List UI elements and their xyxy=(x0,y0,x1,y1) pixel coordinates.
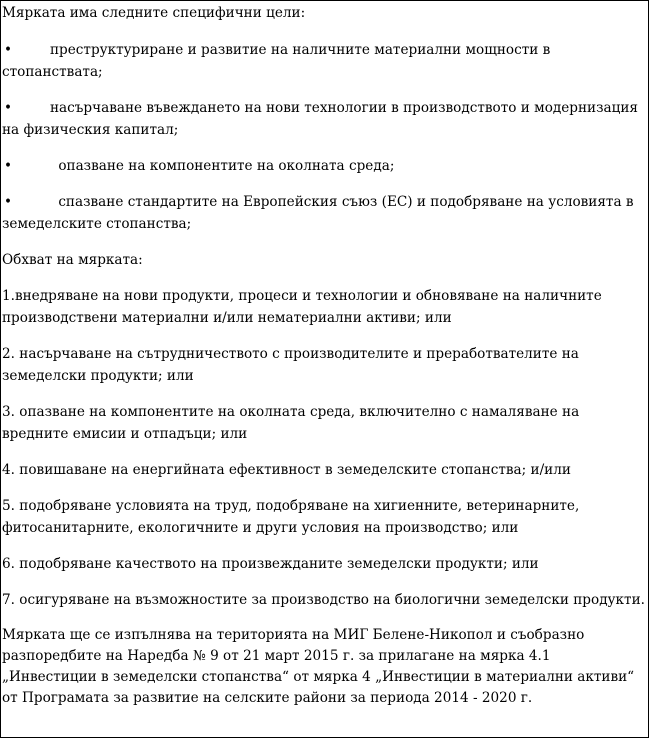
scope-item-1: 1.внедряване на нови продукти, процеси и технологии и обновяване на наличните производствени материални и/или нематериални активи; или xyxy=(2,288,602,326)
goal-text: опазване на компонентите на околната среда; xyxy=(54,158,395,174)
bullet-marker: • xyxy=(4,158,13,174)
scope-item-5: 5. подобряване условията на труд, подобряване на хигиенните, ветеринарните, фитосанитарните, екологичните и други условия на производство; или xyxy=(2,498,580,536)
goal-text: насърчаване въвеждането на нови технологии в производството и модернизация на физическия капитал; xyxy=(2,100,639,138)
goal-item-1 xyxy=(2,39,646,83)
scope-item-4: 4. повишаване на енергийната ефективност в земеделските стопанства; и/или xyxy=(2,462,571,478)
goal-text: спазване стандартите на Европейския съюз (ЕС) и подобряване на условията в земеделските стопанства; xyxy=(2,194,634,232)
bullet-marker: • xyxy=(4,194,13,210)
goal-item-4 xyxy=(2,191,646,235)
scope-item-3: 3. опазване на компонентите на околната среда, включително с намаляване на вредните емисии и отпадъци; или xyxy=(2,404,580,442)
bullet-marker: • xyxy=(4,42,13,58)
goals-intro: Мярката има следните специфични цели: xyxy=(2,5,306,21)
goal-item-3 xyxy=(2,155,646,177)
document-body xyxy=(2,1,646,709)
scope-item-7: 7. осигуряване на възможностите за производство на биологични земеделски продукти. xyxy=(2,592,645,608)
goal-item-2 xyxy=(2,97,646,141)
closing-paragraph: Мярката ще се изпълнява на територията на МИГ Белене-Никопол и съобразно разпоредбите на Наредба № 9 от 21 март 2015 г. за прилагане на мярка 4.1 „Инвестиции в земеделски стопанства“ от мярка 4 „Инвестиции в материални активи“ от Програмата за развитие на селските райони за периода 2014 - 2020 г. xyxy=(2,627,635,706)
scope-item-6: 6. подобряване качеството на произвежданите земеделски продукти; или xyxy=(2,556,539,572)
goal-text: преструктуриране и развитие на наличните материални мощности в стопанствата; xyxy=(2,42,551,80)
scope-heading: Обхват на мярката: xyxy=(2,252,143,268)
scope-item-2: 2. насърчаване на сътрудничеството с производителите и преработвателите на земеделски продукти; или xyxy=(2,346,579,384)
bullet-marker: • xyxy=(4,100,13,116)
